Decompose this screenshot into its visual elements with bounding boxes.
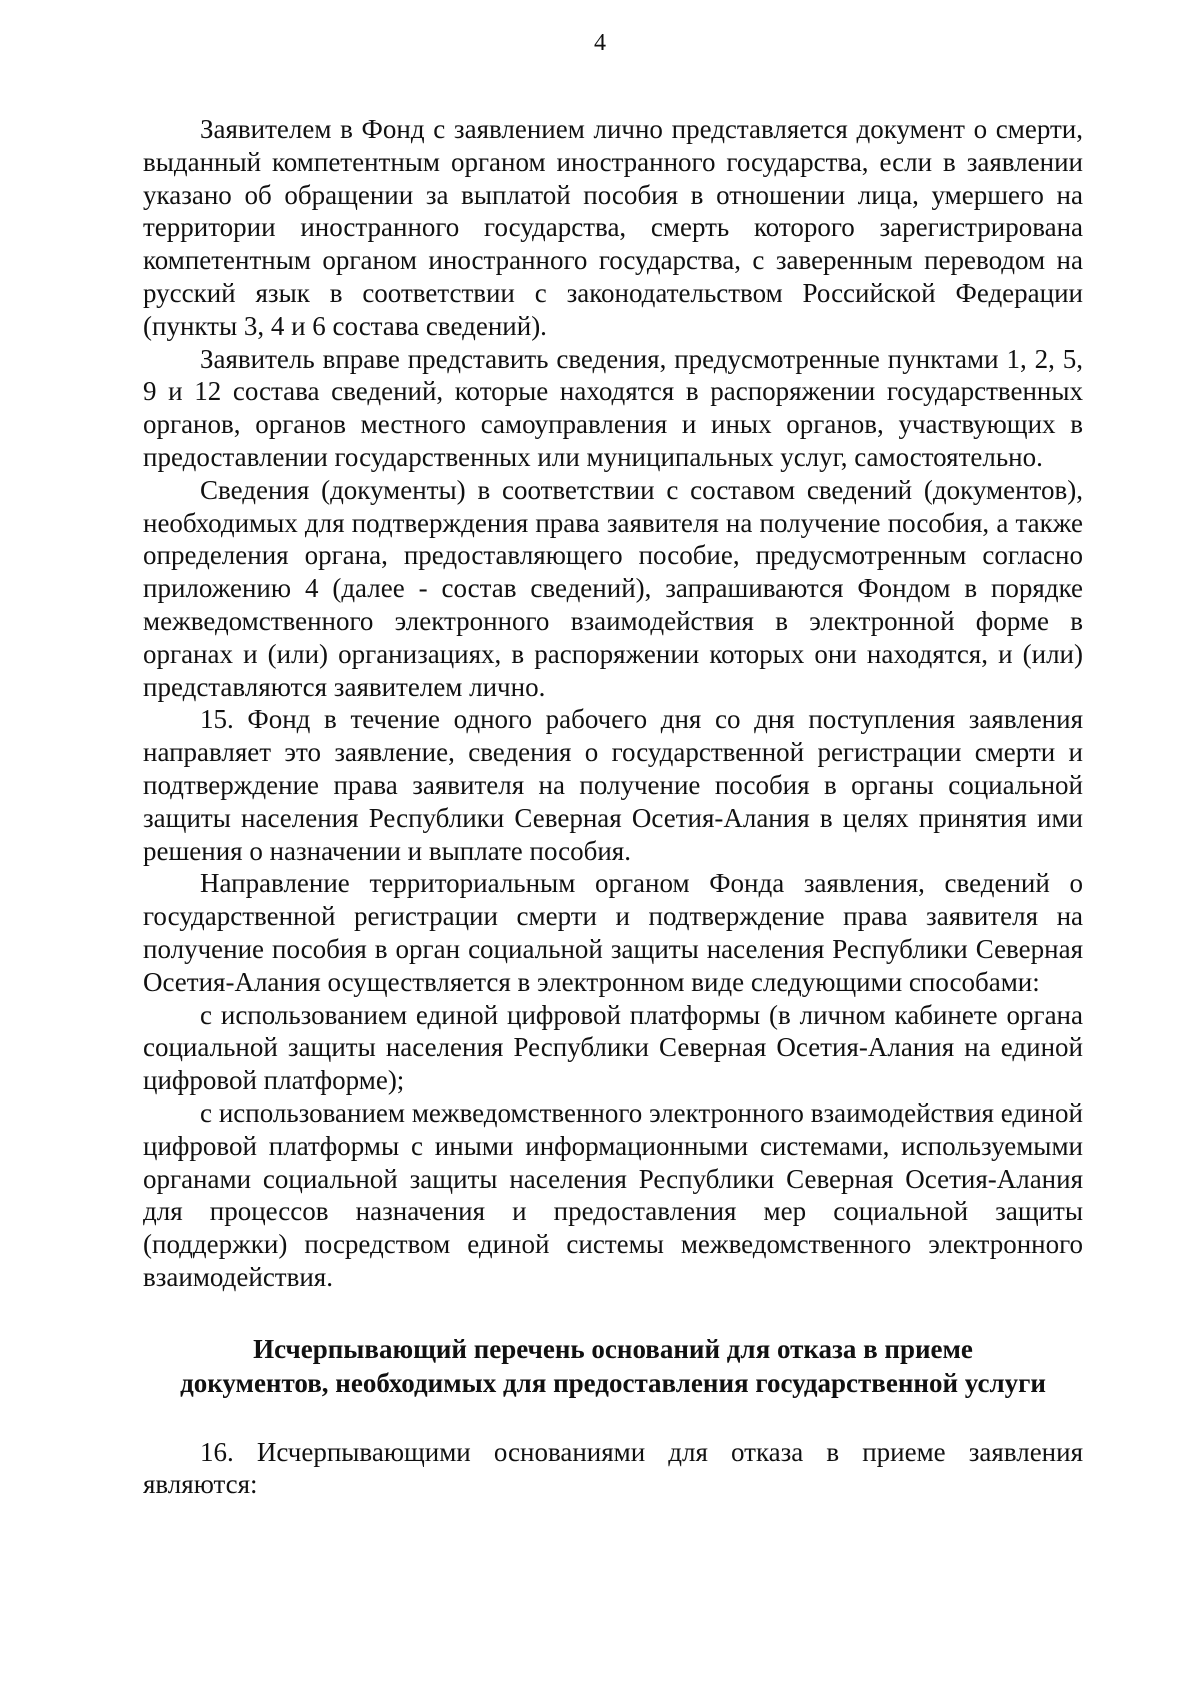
paragraph-method-digital-platform: с использованием единой цифровой платформы (в личном кабинете органа социальной защиты населения Республики Северная Осетия-Алания на единой цифровой платформе); xyxy=(143,999,1083,1096)
section-heading-line-1: Исчерпывающий перечень оснований для отказа в приеме xyxy=(253,1333,973,1364)
paragraph-transmission-methods: Направление территориальным органом Фонда заявления, сведений о государственной регистрации смерти и подтверждение права заявителя на получение пособия в орган социальной защиты населения Республики Северная Осетия-Алания осуществляется в электронном виде следующими способами: xyxy=(143,868,1083,997)
paragraph-method-interagency: с использованием межведомственного электронного взаимодействия единой цифровой платформы с иными информационными системами, используемыми органами социальной защиты населения Республики Северная Осетия-Алания для процессов назначения и предоставления мер социальной защиты (поддержки) посредством единой системы межведомственного электронного взаимодействия. xyxy=(143,1097,1083,1292)
paragraph-item-15: 15. Фонд в течение одного рабочего дня со дня поступления заявления направляет это заявление, сведения о государственной регистрации смерти и подтверждение права заявителя на получение пособия в органы социальной защиты населения Республики Северная Осетия-Алания в целях принятия ими решения о назначении и выплате пособия. xyxy=(143,704,1083,866)
document-body xyxy=(143,113,1083,1501)
paragraph-death-document-foreign: Заявителем в Фонд с заявлением лично представляется документ о смерти, выданный компетентным органом иностранного государства, если в заявлении указано об обращении за выплатой пособия в отношении лица, умершего на территории иностранного государства, смерть которого зарегистрирована компетентным органом иностранного государства, с заверенным переводом на русский язык в соответствии с законодательством Российской Федерации (пункты 3, 4 и 6 состава сведений). xyxy=(143,114,1083,341)
paragraph-item-16: 16. Исчерпывающими основаниями для отказа в приеме заявления являются: xyxy=(143,1436,1083,1500)
section-heading xyxy=(143,1332,1083,1400)
section-heading-line-2: документов, необходимых для предоставления государственной услуги xyxy=(180,1367,1046,1398)
paragraph-applicant-right: Заявитель вправе представить сведения, предусмотренные пунктами 1, 2, 5, 9 и 12 состава сведений, которые находятся в распоряжении государственных органов, органов местного самоуправления и иных органов, участвующих в предоставлении государственных или муниципальных услуг, самостоятельно. xyxy=(143,343,1083,472)
page-number: 4 xyxy=(594,30,606,56)
paragraph-information-request: Сведения (документы) в соответствии с составом сведений (документов), необходимых для подтверждения права заявителя на получение пособия, а также определения органа, предоставляющего пособие, предусмотренным согласно приложению 4 (далее - состав сведений), запрашиваются Фондом в порядке межведомственного электронного взаимодействия в электронной форме в органах и (или) организациях, в распоряжении которых они находятся, и (или) представляются заявителем лично. xyxy=(143,474,1083,702)
